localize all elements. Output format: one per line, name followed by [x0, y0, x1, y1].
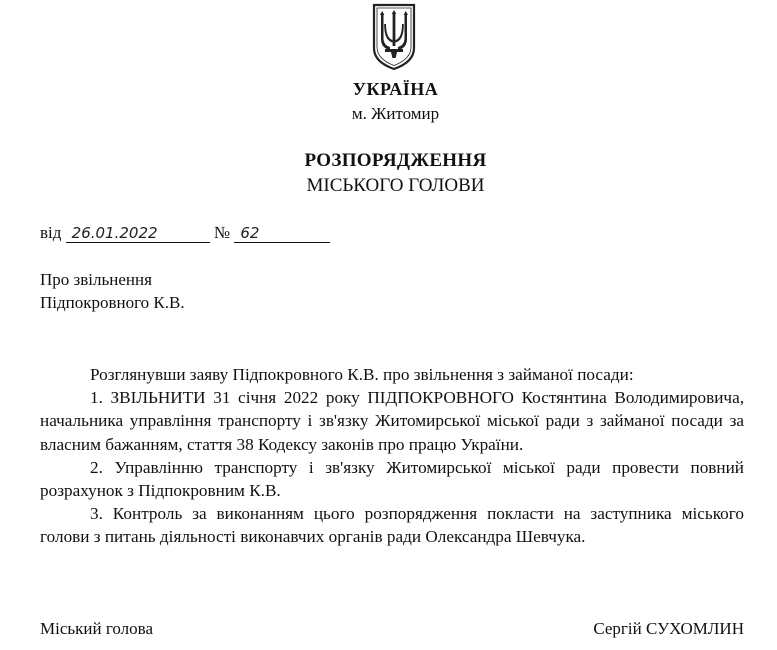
body-intro: Розглянувши заяву Підпокровного К.В. про звільнення з займаної посади: [90, 365, 634, 384]
subject-line-2: Підпокровного К.В. [40, 293, 185, 312]
country-heading: УКРАЇНА [352, 79, 439, 99]
body-item-3: 3. Контроль за виконанням цього розпорядження покласти на заступника міського голови з питань діяльності виконавчих органів ради Олександра Шевчука. [40, 504, 744, 547]
number-value: 62 [234, 224, 330, 243]
document-body [40, 363, 744, 549]
date-value: 26.01.2022 [66, 224, 210, 243]
number-label: № [213, 223, 231, 242]
date-number-row [40, 223, 330, 243]
date-label: від [40, 223, 62, 242]
signatory-name: Сергій СУХОМЛИН [593, 619, 744, 638]
city-line: м. Житомир [351, 104, 440, 123]
body-item-2: 2. Управлінню транспорту і зв'язку Житомирської міської ради провести повний розрахунок з Підпокровним К.В. [40, 457, 744, 501]
subject-line-1: Про звільнення [40, 270, 152, 289]
subject-block [40, 268, 185, 314]
signatory-position: Міський голова [40, 619, 153, 638]
coat-of-arms-trident-icon [368, 2, 420, 72]
body-item-1: 1. ЗВІЛЬНИТИ 31 січня 2022 року ПІДПОКРОВНОГО Костянтина Володимировича, начальника управління транспорту і зв'язку Житомирської міської ради з займаної посади за власним бажанням, стаття 38 Кодексу законів про працю України. [40, 388, 744, 454]
document-type-title: РОЗПОРЯДЖЕННЯ [304, 150, 487, 171]
document-issuer: МІСЬКОГО ГОЛОВИ [306, 175, 485, 196]
